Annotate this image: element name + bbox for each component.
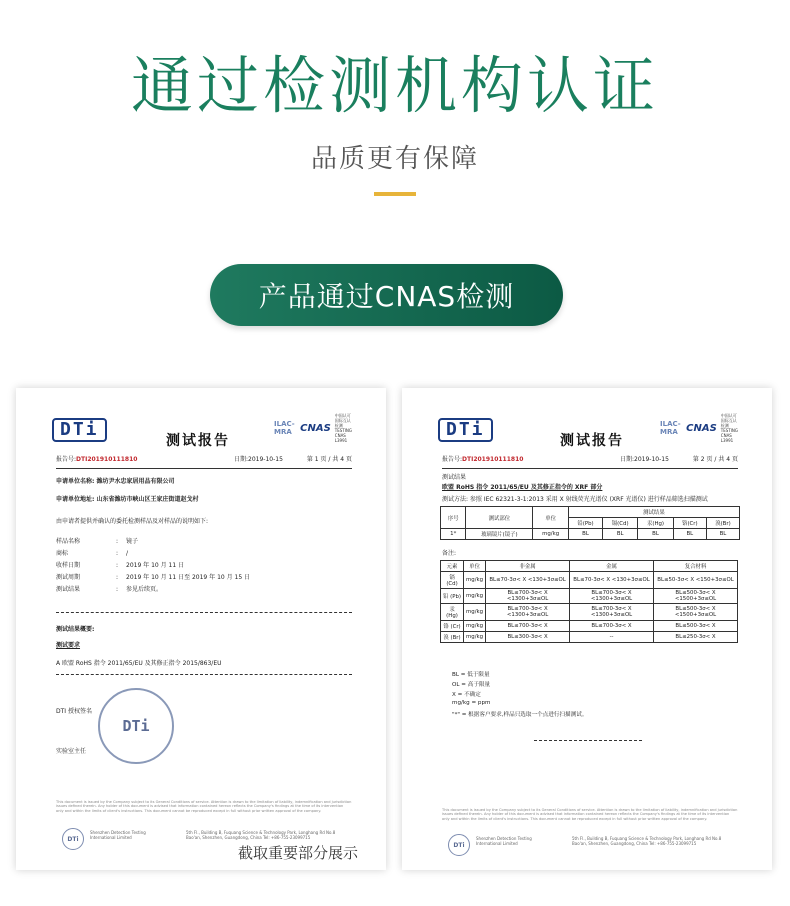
applicant-address: 申请单位地址: 山东省潍坊市峡山区王家庄街道赵戈村 bbox=[56, 496, 199, 503]
legend-item: X = 不确定 bbox=[452, 692, 481, 698]
footer-disclaimer: This document is issued by the Company subject to its General Conditions of service. Attention is drawn to the limitation of liability, indemnification and jurisdiction issues defined therein. Any holder of this document is advised that information contained hereon reflects the Company's findings at the time of its intervention only and within the limits of client's instructions. This document cannot be reproduced except in full without prior written approval of the company. bbox=[56, 800, 352, 813]
requirement-label: 测试要求 bbox=[56, 642, 81, 649]
report-number: 报告号:DTI201910111810 bbox=[442, 456, 524, 463]
report-date: 日期:2019-10-15 bbox=[620, 456, 669, 463]
page-number: 第 1 页 / 共 4 页 bbox=[306, 456, 352, 463]
field-row: 商标 : / bbox=[56, 550, 129, 557]
table-header: 单位 bbox=[533, 507, 569, 529]
legend-item: BL = 低于限量 bbox=[452, 672, 490, 678]
divider bbox=[56, 468, 352, 469]
cnas-logo: CNAS bbox=[300, 422, 331, 434]
cnas-mark bbox=[660, 413, 739, 443]
report-title: 测试报告 bbox=[560, 433, 624, 449]
report-page-2 bbox=[402, 388, 772, 870]
legend-item: "*" = 根据客户要求,样品只选取一个点进行扫描测试。 bbox=[452, 712, 588, 718]
footer-lab-name: Shenzhen Detection Testing International Limited bbox=[476, 836, 532, 846]
page-number: 第 2 页 / 共 4 页 bbox=[692, 456, 738, 463]
footer-address: 5th Fl., Building B, Fuquang Science & Technology Park, Longhang Rd No.8 Bao'an, Shenzhen, Guangdong, China Tel: +86-755-23099715 bbox=[572, 836, 722, 846]
report-meta bbox=[442, 454, 738, 468]
table-header: 复合材料 bbox=[654, 561, 738, 572]
table-row: 铅 (Pb) mg/kg BL≤700-3σ< X <1300+3σ≤OL BL≤700-3σ< X <1300+3σ≤OL BL≤500-3σ< X <1500+3σ≤OL bbox=[441, 589, 738, 604]
table-header: 测试结果 bbox=[568, 507, 739, 518]
table-subheader: 镉(Cd) bbox=[603, 518, 638, 529]
report-date: 日期:2019-10-15 bbox=[234, 456, 283, 463]
table-row: 溴 (Br) mg/kg BL≤300-3σ< X -- BL≤250-3σ< X bbox=[441, 632, 738, 643]
test-method: 测试方法: 参照 IEC 62321-3-1:2013 采用 X 射线荧光光谱仪 (XRF 光谱仪) 进行样品筛选扫描测试 bbox=[442, 496, 708, 503]
page-title: 通过检测机构认证 bbox=[130, 49, 659, 122]
dti-logo: DTi bbox=[438, 418, 493, 442]
section-title: 欧盟 RoHS 指令 2011/65/EU 及其修正指令的 XRF 部分 bbox=[442, 484, 603, 491]
footer-logo-icon: DTi bbox=[62, 828, 84, 850]
report-title: 测试报告 bbox=[166, 433, 230, 449]
table-header: 金属 bbox=[570, 561, 654, 572]
ilac-mra-mark: ILAC-MRA bbox=[274, 420, 295, 436]
gold-divider bbox=[374, 192, 416, 196]
field-row: 收样日期 : 2019 年 10 月 11 日 bbox=[56, 562, 185, 569]
report-number: 报告号:DTI201910111810 bbox=[56, 456, 138, 463]
report-meta bbox=[56, 454, 352, 468]
field-row: 样品名称 : 镜子 bbox=[56, 538, 139, 545]
table-subheader: 铬(Cr) bbox=[673, 518, 706, 529]
intro-text: 由申请者提供并确认的委托检测样品及对样品的说明如下: bbox=[56, 518, 209, 525]
field-row: 测试周期 : 2019 年 10 月 11 日至 2019 年 10 月 15 日 bbox=[56, 574, 251, 581]
ilac-mra-mark: ILAC-MRA bbox=[660, 420, 681, 436]
field-row: 测试结果 : 参见后续页。 bbox=[56, 586, 163, 593]
cnas-pill-banner bbox=[210, 264, 563, 326]
footer-lab-name: Shenzhen Detection Testing International Limited bbox=[90, 830, 146, 840]
notes-label: 备注: bbox=[442, 550, 457, 557]
cnas-caption: 中国认可 国际互认 检测 TESTING CNAS L3991 bbox=[334, 413, 353, 443]
table-header: 测试部位 bbox=[466, 507, 533, 529]
table-header: 序号 bbox=[441, 507, 466, 529]
table-row: 镉 (Cd) mg/kg BL≤70-3σ< X <130+3σ≤OL BL≤70-3σ< X <130+3σ≤OL BL≤50-3σ< X <150+3σ≤OL bbox=[441, 572, 738, 589]
section-label: 测试结果 bbox=[442, 474, 467, 481]
footer-address: 5th Fl., Building B, Fuquang Science & Technology Park, Longhang Rd No.8 Bao'an, Shenzhen, Guangdong, China Tel: +86-755-23099715 bbox=[186, 830, 336, 840]
dti-logo: DTi bbox=[52, 418, 107, 442]
table-subheader: 汞(Hg) bbox=[638, 518, 674, 529]
cnas-logo: CNAS bbox=[686, 422, 717, 434]
dashed-divider bbox=[534, 740, 642, 741]
divider bbox=[442, 468, 738, 469]
company-seal: DTi bbox=[98, 688, 174, 764]
signature-label: DTI 授权签名 bbox=[56, 708, 92, 715]
table-row: 汞 (Hg) mg/kg BL≤700-3σ< X <1300+3σ≤OL BL≤700-3σ< X <1300+3σ≤OL BL≤500-3σ< X <1500+3σ≤OL bbox=[441, 604, 738, 621]
footer-disclaimer: This document is issued by the Company subject to its General Conditions of service. Attention is drawn to the limitation of liability, indemnification and jurisdiction issues defined therein. Any holder of this document is advised that information contained hereon reflects the Company's findings at the time of its intervention only and within the limits of client's instructions. This document cannot be reproduced except in full without prior written approval of the company. bbox=[442, 808, 738, 821]
table-header: 元素 bbox=[441, 561, 464, 572]
applicant-name: 申请单位名称: 潍坊尹水忠家居用品有限公司 bbox=[56, 478, 175, 485]
table-header: 单位 bbox=[464, 561, 486, 572]
cnas-mark bbox=[274, 413, 353, 443]
table-subheader: 溴(Br) bbox=[706, 518, 739, 529]
table-row: 铬 (Cr) mg/kg BL≤700-3σ< X BL≤700-3σ< X BL≤500-3σ< X bbox=[441, 621, 738, 632]
footer-logo-icon: DTi bbox=[448, 834, 470, 856]
limits-table bbox=[440, 560, 738, 643]
report-page-1 bbox=[16, 388, 386, 870]
legend-item: OL = 高于限量 bbox=[452, 682, 491, 688]
caption: 截取重要部分展示 bbox=[238, 844, 359, 862]
dashed-divider bbox=[56, 612, 352, 613]
legend-item: mg/kg = ppm bbox=[452, 700, 491, 706]
requirement-a: A 欧盟 RoHS 指令 2011/65/EU 及其修正指令 2015/863/EU bbox=[56, 660, 222, 667]
cnas-caption: 中国认可 国际互认 检测 TESTING CNAS L3991 bbox=[720, 413, 739, 443]
summary-label: 测试结果概要: bbox=[56, 626, 95, 633]
pill-label: 产品通过CNAS检测 bbox=[258, 280, 515, 313]
dashed-divider bbox=[56, 674, 352, 675]
table-header: 非金属 bbox=[486, 561, 570, 572]
table-row: 1* 玻璃镜片(镜子) mg/kg BL BL BL BL BL bbox=[441, 529, 740, 540]
page-subtitle: 品质更有保障 bbox=[310, 144, 479, 174]
table-subheader: 铅(Pb) bbox=[568, 518, 602, 529]
results-table bbox=[440, 506, 740, 540]
signature-title: 实验室主任 bbox=[56, 748, 87, 755]
